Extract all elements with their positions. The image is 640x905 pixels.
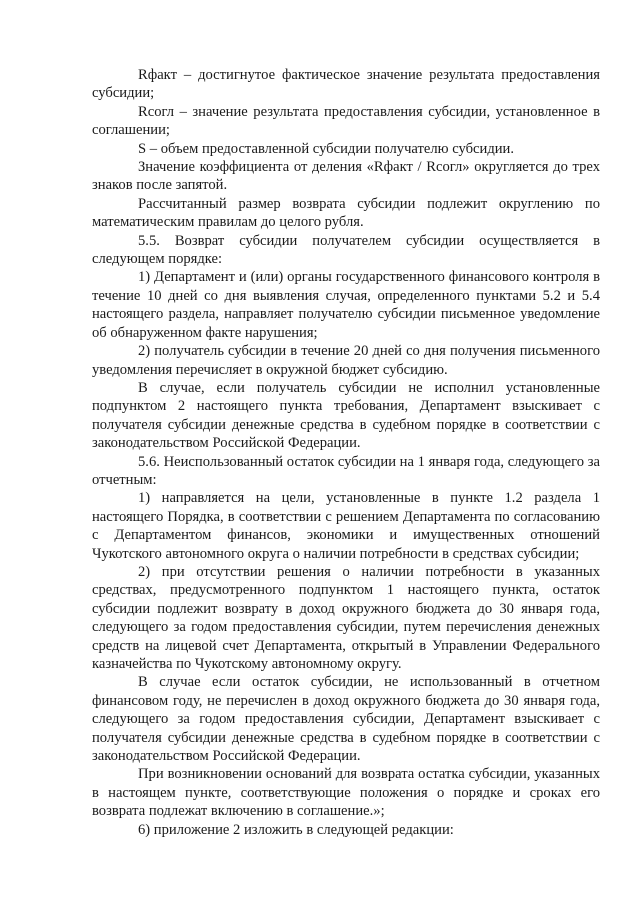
paragraph-s-definition: S – объем предоставленной субсидии получателю субсидии. bbox=[138, 140, 515, 157]
paragraph-5-5-enforcement: В случае, если получатель субсидии не исполнил установленные подпунктом 2 настоящего пункта требования, Департамент взыскивает с получателя субсидии денежные средства в судебном порядке в соответствии с законодательством Российской Федерации. bbox=[92, 379, 600, 452]
paragraph-coefficient-rounding: Значение коэффициента от деления «Rфакт / Rсогл» округляется до трех знаков после запятой. bbox=[92, 159, 600, 194]
paragraph-rfact-definition: Rфакт – достигнутое фактическое значение результата предоставления субсидии; bbox=[92, 67, 600, 102]
paragraph-section-5-6: 5.6. Неиспользованный остаток субсидии на 1 января года, следующего за отчетным: bbox=[92, 453, 600, 488]
paragraph-refund-rounding: Рассчитанный размер возврата субсидии подлежит округлению по математическим правилам до целого рубля. bbox=[92, 195, 600, 231]
paragraph-annex-2: 6) приложение 2 изложить в следующей редакции: bbox=[138, 821, 454, 838]
paragraph-section-5-5: 5.5. Возврат субсидии получателем субсидии осуществляется в следующем порядке: bbox=[92, 232, 600, 268]
paragraph-5-6-enforcement: В случае если остаток субсидии, не использованный в отчетном финансовом году, не перечислен в доход окружного бюджета до 30 января года, следующего за годом предоставления субсидии, Департамент взыскивает с получателя субсидии денежные средства в судебном порядке в соответствии с законодательством Российской Федерации. bbox=[92, 674, 600, 765]
paragraph-5-6-item-1: 1) направляется на цели, установленные в пункте 1.2 раздела 1 настоящего Порядка, в соответствии с решением Департамента по согласованию с Департаментом финансов, экономики и имущественных отношений Чукотского автономного округа о наличии потребности в средствах субсидии; bbox=[92, 490, 600, 562]
paragraph-5-5-item-2: 2) получатель субсидии в течение 20 дней со дня получения письменного уведомления перечисляет в окружной бюджет субсидию. bbox=[92, 343, 600, 378]
document-body bbox=[92, 66, 600, 839]
paragraph-5-6-agreement: При возникновении оснований для возврата остатка субсидии, указанных в настоящем пункте, соответствующие положения о порядке и сроках его возврата подлежат включению в соглашение.»; bbox=[92, 766, 600, 820]
paragraph-5-5-item-1: 1) Департамент и (или) органы государственного финансового контроля в течение 10 дней со дня выявления случая, определенного пунктами 5.2 и 5.4 настоящего раздела, направляет получателю субсидии письменное уведомление об обнаруженном факте нарушения; bbox=[92, 269, 600, 341]
paragraph-rsogl-definition: Rсогл – значение результата предоставления субсидии, установленное в соглашении; bbox=[92, 103, 600, 139]
paragraph-5-6-item-2: 2) при отсутствии решения о наличии потребности в указанных средствах, предусмотренного подпунктом 1 настоящего пункта, остаток субсидии подлежит возврату в доход окружного бюджета до 30 января года, следующего за годом предоставления субсидии, путем перечисления денежных средств на лицевой счет Департамента, открытый в Управлении Федерального казначейства по Чукотскому автономному округу. bbox=[92, 563, 600, 672]
